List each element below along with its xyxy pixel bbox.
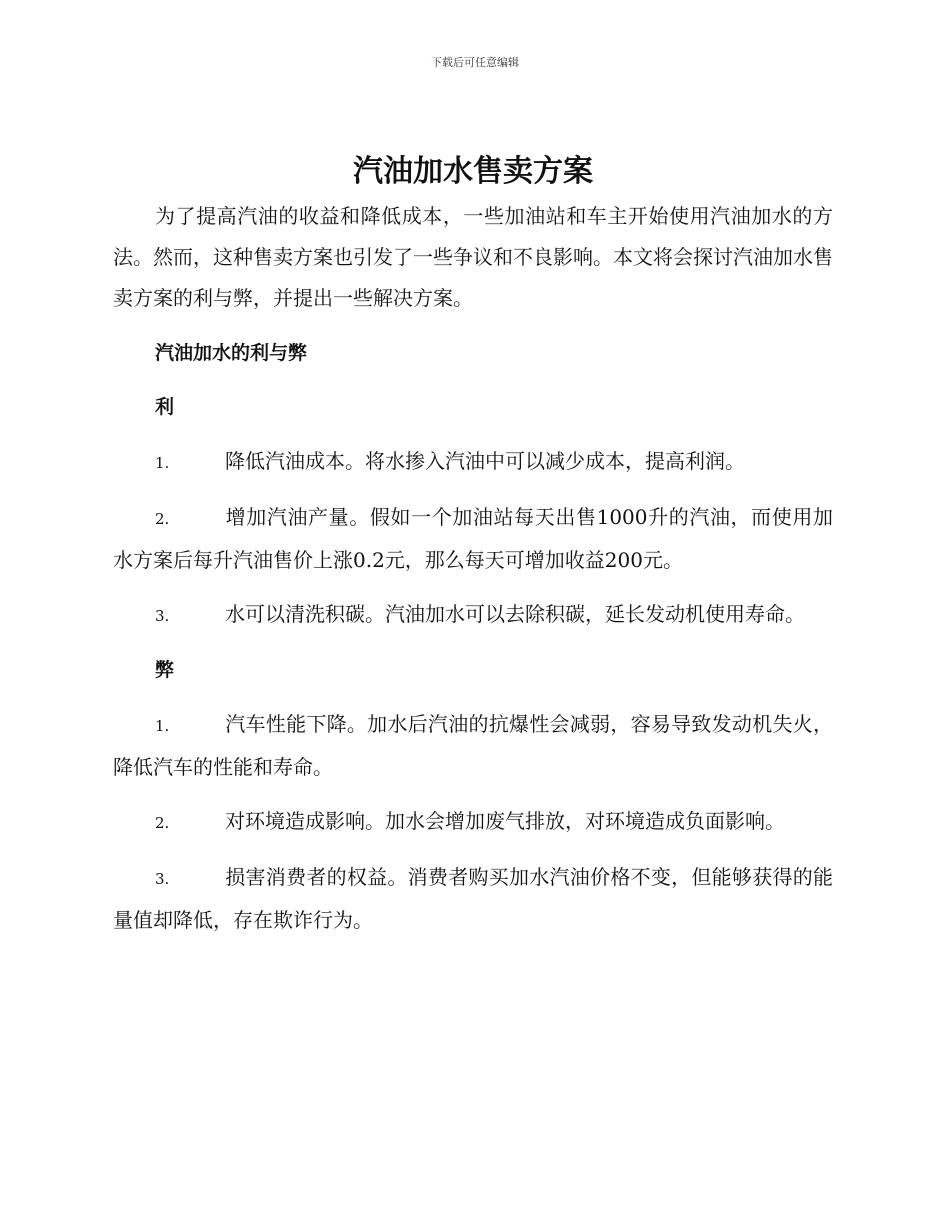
list-item xyxy=(113,857,833,941)
list-item-text: 水可以清洗积碳。汽油加水可以去除积碳，延长发动机使用寿命。 xyxy=(225,602,805,626)
section-heading: 汽油加水的利与弊 xyxy=(155,342,308,364)
header-note: 下载后可任意编辑 xyxy=(431,56,519,69)
list-item-text: 对环境造成影响。加水会增加废气排放，对环境造成负面影响。 xyxy=(225,809,785,833)
intro-paragraph: 为了提高汽油的收益和降低成本，一些加油站和车主开始使用汽油加水的方法。然而，这种售卖方案也引发了一些争议和不良影响。本文将会探讨汽油加水售卖方案的利与弊，并提出一些解决方案。 xyxy=(113,204,833,310)
list-item-number: 1. xyxy=(155,454,170,472)
list-item xyxy=(113,801,833,844)
document-body xyxy=(113,148,833,941)
list-item-number: 2. xyxy=(155,510,170,528)
list-item xyxy=(113,441,833,484)
list-item xyxy=(113,497,833,581)
list-item-text: 损害消费者的权益。消费者购买加水汽油价格不变，但能够获得的能量值却降低，存在欺诈行为。 xyxy=(113,865,833,932)
list-item xyxy=(113,594,833,637)
list-item-number: 3. xyxy=(155,607,170,625)
list-item-text: 汽车性能下降。加水后汽油的抗爆性会减弱，容易导致发动机失火，降低汽车的性能和寿命。 xyxy=(113,712,833,779)
list-item xyxy=(113,704,833,788)
cons-heading: 弊 xyxy=(155,659,175,681)
list-item-number: 2. xyxy=(155,814,170,832)
list-item-number: 1. xyxy=(155,717,170,735)
list-item-text: 增加汽油产量。假如一个加油站每天出售1000升的汽油，而使用加水方案后每升汽油售价上涨0.2元，那么每天可增加收益200元。 xyxy=(113,505,833,572)
document-title: 汽油加水售卖方案 xyxy=(353,154,593,189)
pros-heading: 利 xyxy=(155,396,175,418)
list-item-text: 降低汽油成本。将水掺入汽油中可以减少成本，提高利润。 xyxy=(225,449,745,473)
list-item-number: 3. xyxy=(155,870,170,888)
